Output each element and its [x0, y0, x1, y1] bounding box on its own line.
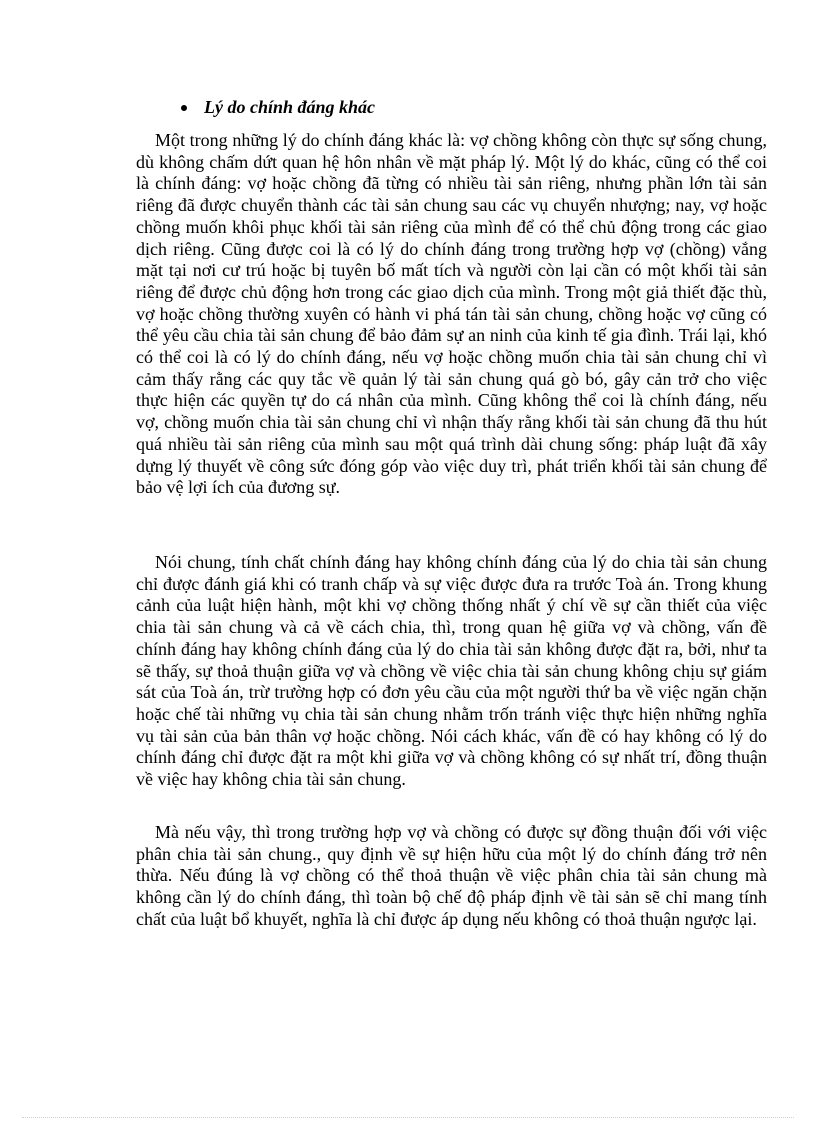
paragraph-1: Một trong những lý do chính đáng khác là: vợ chồng không còn thực sự sống chung, dù không chấm dứt quan hệ hôn nhân về mặt pháp lý. Một lý do khác, cũng có thể coi là chính đáng: vợ hoặc chồng đã từng có nhiều tài sản riêng, nhưng phần lớn tài sản riêng đã được chuyển thành các tài sản chung sau các vụ chuyển nhượng; nay, vợ hoặc chồng muốn khôi phục khối tài sản riêng của mình để có thể chủ động trong các giao dịch riêng. Cũng được coi là có lý do chính đáng trong trường hợp vợ (chồng) vắng mặt tại nơi cư trú hoặc bị tuyên bố mất tích và người còn lại cần có một khối tài sản riêng để được chủ động hơn trong các giao dịch của mình. Trong một giả thiết đặc thù, vợ hoặc chồng thường xuyên có hành vi phá tán tài sản chung, chồng hoặc vợ cũng có thể yêu cầu chia tài sản chung để bảo đảm sự an ninh của kinh tế gia đình. Trái lại, khó có thể coi là có lý do chính đáng, nếu vợ hoặc chồng muốn chia tài sản chung chỉ vì cảm thấy rằng các quy tắc về quản lý tài sản chung quá gò bó, gây cản trở cho việc thực hiện các quyền tự do cá nhân của mình. Cũng không thể coi là chính đáng, nếu vợ, chồng muốn chia tài sản chung chỉ vì nhận thấy rằng khối tài sản chung đã thu hút quá nhiều tài sản riêng của mình sau một quá trình dài chung sống: pháp luật đã xây dựng lý thuyết về công sức đóng góp vào việc duy trì, phát triển khối tài sản chung để bảo vệ lợi ích của đương sự. — [136, 130, 767, 498]
bullet-icon — [181, 105, 187, 111]
paragraph-3: Mà nếu vậy, thì trong trường hợp vợ và chồng có được sự đồng thuận đối với việc phân chia tài sản chung., quy định về sự hiện hữu của một lý do chính đáng trở nên thừa. Nếu đúng là vợ chồng có thể thoả thuận về việc phân chia tài sản chung mà không cần lý do chính đáng, thì toàn bộ chế độ pháp định về tài sản sẽ chỉ mang tính chất của luật bổ khuyết, nghĩa là chỉ được áp dụng nếu không có thoả thuận ngược lại. — [136, 822, 767, 929]
section-heading-row — [181, 96, 375, 118]
section-heading: Lý do chính đáng khác — [204, 97, 376, 117]
page-bottom-divider — [22, 1117, 794, 1118]
paragraph-2: Nói chung, tính chất chính đáng hay không chính đáng của lý do chia tài sản chung chỉ được đánh giá khi có tranh chấp và sự việc được đưa ra trước Toà án. Trong khung cảnh của luật hiện hành, một khi vợ chồng thống nhất ý chí về sự cần thiết của việc chia tài sản chung và cả về cách chia, thì, trong quan hệ giữa vợ và chồng, vấn đề chính đáng hay không chính đáng của lý do chia tài sản không được đặt ra, bởi, như ta sẽ thấy, sự thoả thuận giữa vợ và chồng về việc chia tài sản chung không chịu sự giám sát của Toà án, trừ trường hợp có đơn yêu cầu của một người thứ ba về việc ngăn chặn hoặc chế tài những vụ chia tài sản chung nhằm trốn tránh việc thực hiện những nghĩa vụ tài sản của bản thân vợ hoặc chồng. Nói cách khác, vấn đề có hay không có lý do chính đáng chỉ được đặt ra một khi giữa vợ và chồng không có sự nhất trí, đồng thuận về việc hay không chia tài sản chung. — [136, 552, 767, 790]
